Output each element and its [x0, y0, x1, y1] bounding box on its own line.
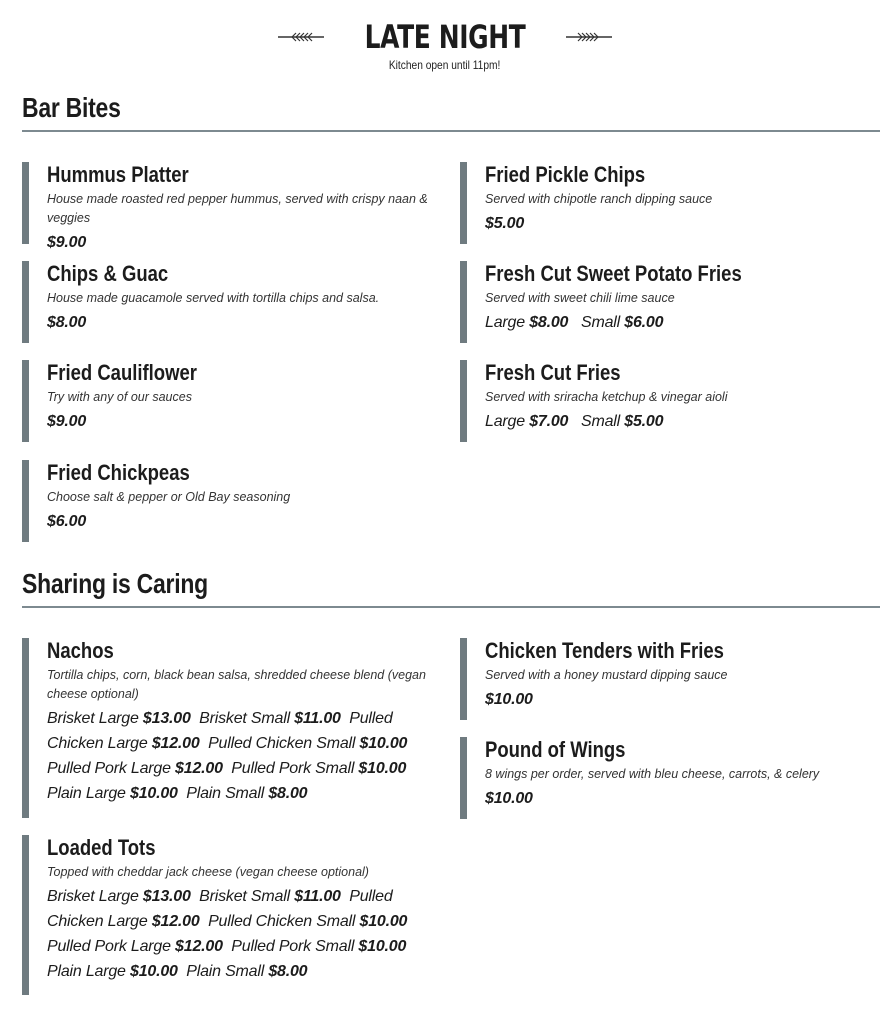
item-description: House made roasted red pepper hummus, served with crispy naan & veggies: [47, 192, 428, 225]
menu-item-nachos: [22, 638, 442, 818]
price-value: $13.00: [142, 710, 191, 727]
price-value: $10.00: [359, 913, 408, 930]
item-description: Served with chipotle ranch dipping sauce: [485, 192, 713, 206]
price-value: $12.00: [151, 735, 200, 752]
price-label: Plain Small: [186, 963, 265, 980]
item-name: Fresh Cut Sweet Potato Fries: [485, 261, 742, 286]
price-label: Pulled Pork Small: [231, 760, 355, 777]
price-label: Brisket Small: [199, 710, 290, 727]
title-row: [0, 18, 890, 56]
menu-item-chips-guac: [22, 261, 442, 343]
item-description: Served with a honey mustard dipping sauce: [485, 668, 728, 682]
page-title: LATE NIGHT: [364, 18, 526, 56]
item-description: Tortilla chips, corn, black bean salsa, shredded cheese blend (vegan cheese optional): [47, 668, 426, 701]
price-value: $6.00: [624, 314, 664, 331]
price-label: Pulled Chicken Small: [208, 913, 356, 930]
item-name: Loaded Tots: [47, 835, 156, 860]
section-title-sharing-is-caring: Sharing is Caring: [22, 568, 208, 599]
price-value: $10.00: [358, 760, 407, 777]
price-value: $10.00: [485, 790, 533, 807]
price-value: $5.00: [485, 215, 525, 232]
price-value: $10.00: [359, 735, 408, 752]
menu-item-sweet-potato-fries: [460, 261, 880, 343]
price-value: $9.00: [47, 234, 87, 251]
item-description: 8 wings per order, served with bleu cheese, carrots, & celery: [485, 767, 820, 781]
price-value: $13.00: [142, 888, 191, 905]
price-value: $9.00: [47, 413, 87, 430]
price-value: $12.00: [175, 938, 223, 955]
price-value: $10.00: [358, 938, 407, 955]
section-divider: [22, 606, 880, 608]
price-value: $5.00: [624, 413, 664, 430]
price-label: Pulled Pork Small: [231, 938, 355, 955]
item-name: Fried Chickpeas: [47, 460, 190, 485]
menu-header: [0, 18, 890, 74]
menu-item-pound-of-wings: [460, 737, 880, 819]
item-name: Chips & Guac: [47, 261, 169, 286]
price-label: Plain Large: [47, 963, 126, 980]
menu-item-chicken-tenders: [460, 638, 880, 720]
item-description: Served with sweet chili lime sauce: [485, 291, 675, 305]
price-value: $7.00: [529, 413, 569, 430]
item-price: [47, 884, 442, 984]
item-price: [47, 509, 442, 534]
price-value: $8.00: [268, 785, 308, 802]
item-price: [47, 706, 442, 806]
section-divider: [22, 130, 880, 132]
menu-item-fresh-cut-fries: [460, 360, 880, 442]
item-description: House made guacamole served with tortilla chips and salsa.: [47, 291, 380, 305]
item-name: Nachos: [47, 638, 114, 663]
wheat-left-icon: [278, 30, 324, 44]
price-value: $10.00: [130, 963, 178, 980]
price-label: Plain Small: [186, 785, 265, 802]
item-price: [485, 211, 880, 236]
page-subtitle: Kitchen open until 11pm!: [389, 58, 501, 72]
menu-item-hummus-platter: [22, 162, 442, 251]
price-label: Pulled Pork Large: [47, 938, 171, 955]
menu-item-fried-chickpeas: [22, 460, 442, 542]
item-name: Fried Pickle Chips: [485, 162, 646, 187]
menu-item-fried-cauliflower: [22, 360, 442, 442]
item-name: Chicken Tenders with Fries: [485, 638, 724, 663]
item-price: [485, 687, 880, 712]
item-price: [47, 409, 442, 434]
price-value: $6.00: [47, 513, 87, 530]
price-value: $8.00: [47, 314, 87, 331]
price-value: $10.00: [485, 691, 533, 708]
price-value: $11.00: [294, 888, 341, 905]
item-name: Fresh Cut Fries: [485, 360, 621, 385]
price-value: $12.00: [151, 913, 200, 930]
item-price: [47, 230, 442, 255]
price-value: $10.00: [130, 785, 178, 802]
price-value: $8.00: [268, 963, 308, 980]
price-value: $8.00: [529, 314, 569, 331]
item-description: Try with any of our sauces: [47, 390, 192, 404]
price-label: Pulled Chicken Large: [47, 888, 393, 930]
item-price: [47, 310, 442, 335]
price-value: $11.00: [294, 710, 341, 727]
item-name: Hummus Platter: [47, 162, 189, 187]
item-name: Pound of Wings: [485, 737, 626, 762]
item-price: [485, 409, 880, 434]
price-label: Large: [485, 314, 525, 331]
item-description: Topped with cheddar jack cheese (vegan cheese optional): [47, 865, 369, 879]
price-label: Small: [580, 314, 620, 331]
wheat-right-icon: [566, 30, 612, 44]
price-value: $12.00: [175, 760, 223, 777]
menu-item-fried-pickle-chips: [460, 162, 880, 244]
price-label: Pulled Pork Large: [47, 760, 171, 777]
item-description: Served with sriracha ketchup & vinegar aioli: [485, 390, 728, 404]
item-price: [485, 310, 880, 335]
section-title-bar-bites: Bar Bites: [22, 92, 121, 123]
item-description: Choose salt & pepper or Old Bay seasoning: [47, 490, 291, 504]
item-price: [485, 786, 880, 811]
price-label: Brisket Large: [47, 888, 139, 905]
menu-item-loaded-tots: [22, 835, 442, 995]
price-label: Large: [485, 413, 525, 430]
price-label: Brisket Small: [199, 888, 290, 905]
price-label: Plain Large: [47, 785, 126, 802]
item-name: Fried Cauliflower: [47, 360, 197, 385]
price-label: Brisket Large: [47, 710, 139, 727]
price-label: Small: [580, 413, 620, 430]
price-label: Pulled Chicken Large: [47, 710, 393, 752]
price-label: Pulled Chicken Small: [208, 735, 356, 752]
